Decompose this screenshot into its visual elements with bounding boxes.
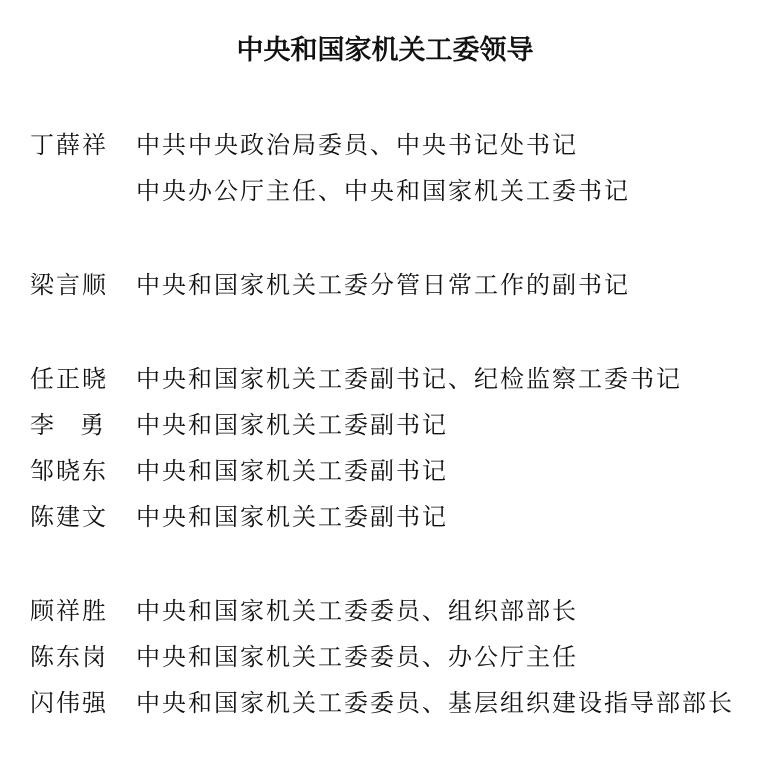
leader-row bbox=[30, 684, 760, 730]
leader-group bbox=[30, 266, 760, 312]
leader-role: 中央和国家机关工委分管日常工作的副书记 bbox=[136, 271, 630, 299]
leader-role: 中央和国家机关工委副书记 bbox=[136, 503, 448, 531]
leader-role: 中央和国家机关工委副书记 bbox=[136, 411, 448, 439]
leader-group bbox=[30, 592, 760, 730]
leader-name: 闪伟强 bbox=[30, 689, 108, 717]
leader-row bbox=[30, 498, 760, 544]
leader-name bbox=[30, 406, 130, 444]
leader-role: 中央和国家机关工委副书记、纪检监察工委书记 bbox=[136, 365, 682, 393]
leader-row bbox=[30, 406, 760, 452]
leader-name-char: 李 bbox=[30, 411, 54, 439]
leader-role: 中央和国家机关工委委员、组织部部长 bbox=[136, 597, 578, 625]
leader-name: 陈东岗 bbox=[30, 643, 108, 671]
leader-row bbox=[30, 360, 760, 406]
leader-role: 中央办公厅主任、中央和国家机关工委书记 bbox=[136, 177, 630, 205]
leader-group bbox=[30, 360, 760, 544]
leader-name-char: 勇 bbox=[80, 411, 104, 439]
leader-role: 中共中央政治局委员、中央书记处书记 bbox=[136, 131, 578, 159]
leader-row bbox=[30, 172, 760, 218]
leader-row bbox=[30, 266, 760, 312]
leader-list bbox=[30, 126, 760, 730]
leader-row bbox=[30, 638, 760, 684]
page-title: 中央和国家机关工委领导 bbox=[236, 35, 534, 66]
leader-name: 梁言顺 bbox=[30, 271, 108, 299]
leader-row bbox=[30, 126, 760, 172]
leader-row bbox=[30, 452, 760, 498]
leader-role: 中央和国家机关工委委员、基层组织建设指导部部长 bbox=[136, 689, 734, 717]
leader-role: 中央和国家机关工委委员、办公厅主任 bbox=[136, 643, 578, 671]
leader-row bbox=[30, 592, 760, 638]
leader-name: 任正晓 bbox=[30, 365, 108, 393]
leader-role: 中央和国家机关工委副书记 bbox=[136, 457, 448, 485]
leader-group bbox=[30, 126, 760, 218]
leader-name: 邹晓东 bbox=[30, 457, 108, 485]
leader-name: 陈建文 bbox=[30, 503, 108, 531]
leader-name: 丁薛祥 bbox=[30, 131, 108, 159]
leader-name: 顾祥胜 bbox=[30, 597, 108, 625]
